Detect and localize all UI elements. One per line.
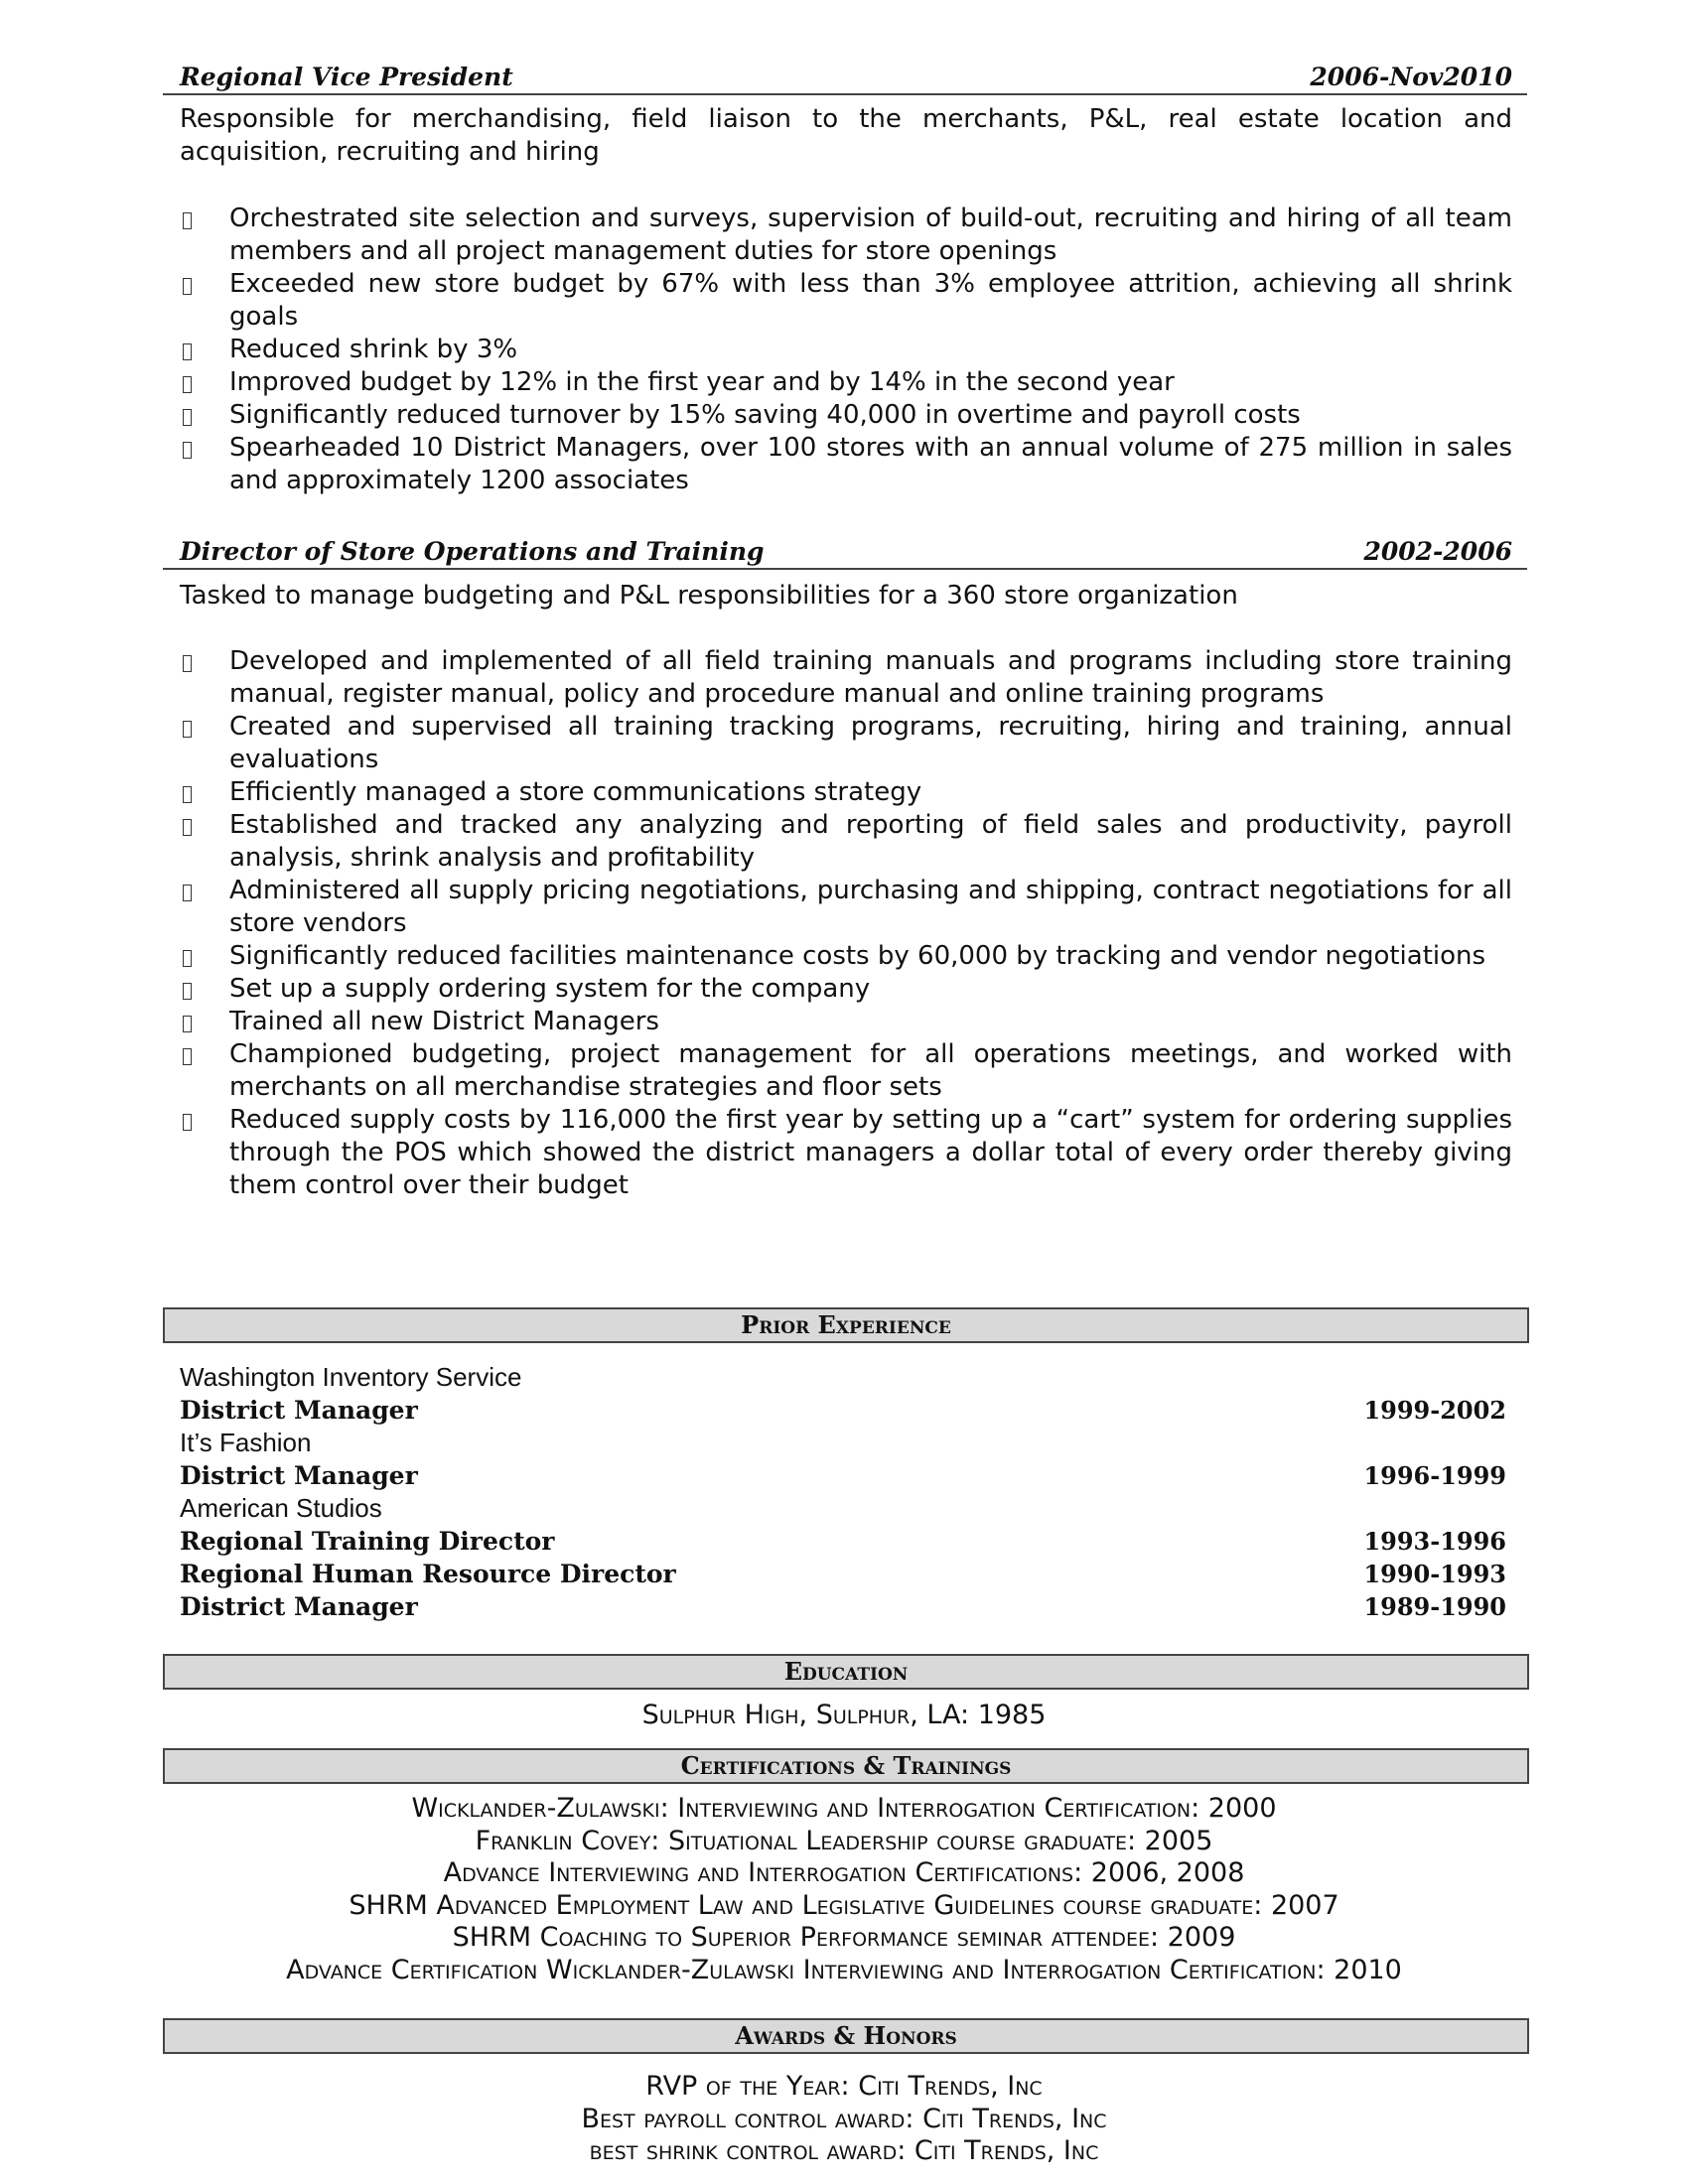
bullet-text: Set up a supply ordering system for the company	[229, 974, 871, 1004]
awards-line: best shrink control award: Citi Trends, Inc	[589, 2135, 1099, 2166]
position-title: District Manager	[180, 1461, 418, 1490]
job-title: Director of Store Operations and Training	[180, 537, 765, 566]
certs-line: Advance Interviewing and Interrogation Certifications: 2006, 2008	[443, 1857, 1245, 1888]
bullet-icon	[183, 212, 192, 229]
bullet-text: Established and tracked any analyzing and reporting of field sales and productivity, payroll analysis, shrink analysis and profitability	[229, 810, 1512, 873]
company-name: It’s Fashion	[180, 1428, 312, 1457]
bullet-item	[180, 809, 1512, 875]
job-summary: Responsible for merchandising, field liaison to the merchants, P&L, real estate location and acquisition, recruiting and hiring	[180, 104, 1512, 167]
section-heading-awards: Awards & Honors	[163, 2018, 1529, 2054]
bullet-item	[180, 875, 1512, 940]
bullet-text: Spearheaded 10 District Managers, over 100 stores with an annual volume of 275 million in sales and approximately 1200 associates	[229, 433, 1512, 495]
position-title: District Manager	[180, 1592, 418, 1621]
certs-line: SHRM Advanced Employment Law and Legislative Guidelines course graduate: 2007	[349, 1889, 1339, 1921]
bullet-text: Created and supervised all training tracking programs, recruiting, hiring and training, annual evaluations	[229, 712, 1512, 774]
job-summary: Tasked to manage budgeting and P&L responsibilities for a 360 store organization	[180, 581, 1238, 611]
position-title: District Manager	[180, 1396, 418, 1425]
bullet-icon	[183, 819, 192, 836]
bullet-item	[180, 1104, 1512, 1202]
bullet-item	[180, 973, 1512, 1006]
job-dates: 2002-2006	[1363, 537, 1512, 566]
prior-experience-row	[180, 1590, 1506, 1623]
bullet-text: Developed and implemented of all field training manuals and programs including store training manual, register manual, policy and procedure manual and online training programs	[229, 646, 1512, 709]
bullet-text: Reduced supply costs by 116,000 the first year by setting up a “cart” system for ordering supplies through the POS which showed the district managers a dollar total of every order thereby giving them control over their budget	[229, 1105, 1512, 1200]
bullet-item	[180, 203, 1512, 268]
job-header-rvp	[163, 61, 1527, 95]
bullet-text: Exceeded new store budget by 67% with less than 3% employee attrition, achieving all shrink goals	[229, 269, 1512, 332]
bullet-icon	[183, 409, 192, 426]
bullet-text: Significantly reduced turnover by 15% saving 40,000 in overtime and payroll costs	[229, 400, 1301, 430]
company-name: Washington Inventory Service	[180, 1362, 522, 1392]
bullet-item	[180, 268, 1512, 334]
bullet-text: Significantly reduced facilities maintenance costs by 60,000 by tracking and vendor negotiations	[229, 941, 1486, 971]
bullet-item	[180, 399, 1512, 432]
bullet-icon	[183, 343, 192, 360]
company-name: American Studios	[180, 1493, 382, 1523]
bullet-item	[180, 366, 1512, 399]
position-dates: 1989-1990	[1363, 1592, 1506, 1621]
bullet-item	[180, 940, 1512, 973]
certifications-list	[163, 1793, 1525, 1986]
bullet-icon	[183, 278, 192, 295]
job-dates: 2006-Nov2010	[1310, 63, 1512, 91]
bullet-item	[180, 711, 1512, 776]
position-dates: 1996-1999	[1363, 1461, 1506, 1490]
bullet-item	[180, 776, 1512, 809]
bullet-text: Efficiently managed a store communications strategy	[229, 777, 922, 807]
bullet-text: Orchestrated site selection and surveys, supervision of build-out, recruiting and hiring of all team members and all project management duties for store openings	[229, 204, 1512, 266]
bullet-item	[180, 1038, 1512, 1104]
certs-line: SHRM Coaching to Superior Performance seminar attendee: 2009	[452, 1922, 1236, 1953]
bullet-text: Reduced shrink by 3%	[229, 335, 518, 364]
section-heading-prior-experience: Prior Experience	[163, 1307, 1529, 1343]
job-bullets-director	[180, 645, 1512, 1202]
bullet-icon	[183, 885, 192, 901]
bullet-item	[180, 645, 1512, 711]
position-title: Regional Training Director	[180, 1527, 555, 1556]
job-bullets-rvp	[180, 203, 1512, 497]
bullet-item	[180, 334, 1512, 366]
bullet-text: Trained all new District Managers	[229, 1007, 659, 1036]
prior-experience-list	[180, 1361, 1506, 1623]
bullet-text: Administered all supply pricing negotiations, purchasing and shipping, contract negotiations for all store vendors	[229, 876, 1512, 938]
certs-line: Franklin Covey: Situational Leadership course graduate: 2005	[475, 1825, 1213, 1856]
bullet-icon	[183, 983, 192, 1000]
job-header-director	[163, 535, 1527, 570]
bullet-icon	[183, 786, 192, 803]
prior-experience-row	[180, 1394, 1506, 1427]
bullet-icon	[183, 950, 192, 967]
bullet-icon	[183, 1114, 192, 1131]
prior-experience-row	[180, 1525, 1506, 1558]
bullet-icon	[183, 1016, 192, 1032]
prior-experience-row	[180, 1492, 1506, 1525]
bullet-text: Improved budget by 12% in the first year and by 14% in the second year	[229, 367, 1175, 397]
certs-line: Wicklander-Zulawski: Interviewing and Interrogation Certification: 2000	[411, 1793, 1277, 1824]
section-heading-education: Education	[163, 1654, 1529, 1690]
bullet-item	[180, 432, 1512, 497]
awards-list	[163, 2071, 1525, 2168]
certs-line: Advance Certification Wicklander-Zulawski Interviewing and Interrogation Certification: 2010	[286, 1954, 1402, 1985]
section-heading-certifications: Certifications & Trainings	[163, 1748, 1529, 1784]
prior-experience-row	[180, 1459, 1506, 1492]
awards-line: RVP of the Year: Citi Trends, Inc	[645, 2071, 1043, 2102]
bullet-icon	[183, 655, 192, 672]
bullet-item	[180, 1006, 1512, 1038]
bullet-text: Championed budgeting, project management for all operations meetings, and worked with merchants on all merchandise strategies and floor sets	[229, 1039, 1512, 1102]
position-dates: 1990-1993	[1363, 1560, 1506, 1588]
bullet-icon	[183, 721, 192, 738]
education-line: Sulphur High, Sulphur, LA: 1985	[641, 1700, 1047, 1730]
position-dates: 1999-2002	[1363, 1396, 1506, 1425]
bullet-icon	[183, 442, 192, 459]
job-title: Regional Vice President	[180, 63, 513, 91]
bullet-icon	[183, 376, 192, 393]
awards-line: Best payroll control award: Citi Trends, Inc	[581, 2103, 1107, 2134]
prior-experience-row	[180, 1427, 1506, 1459]
prior-experience-row	[180, 1558, 1506, 1590]
prior-experience-row	[180, 1361, 1506, 1394]
position-title: Regional Human Resource Director	[180, 1560, 676, 1588]
bullet-icon	[183, 1048, 192, 1065]
position-dates: 1993-1996	[1363, 1527, 1506, 1556]
